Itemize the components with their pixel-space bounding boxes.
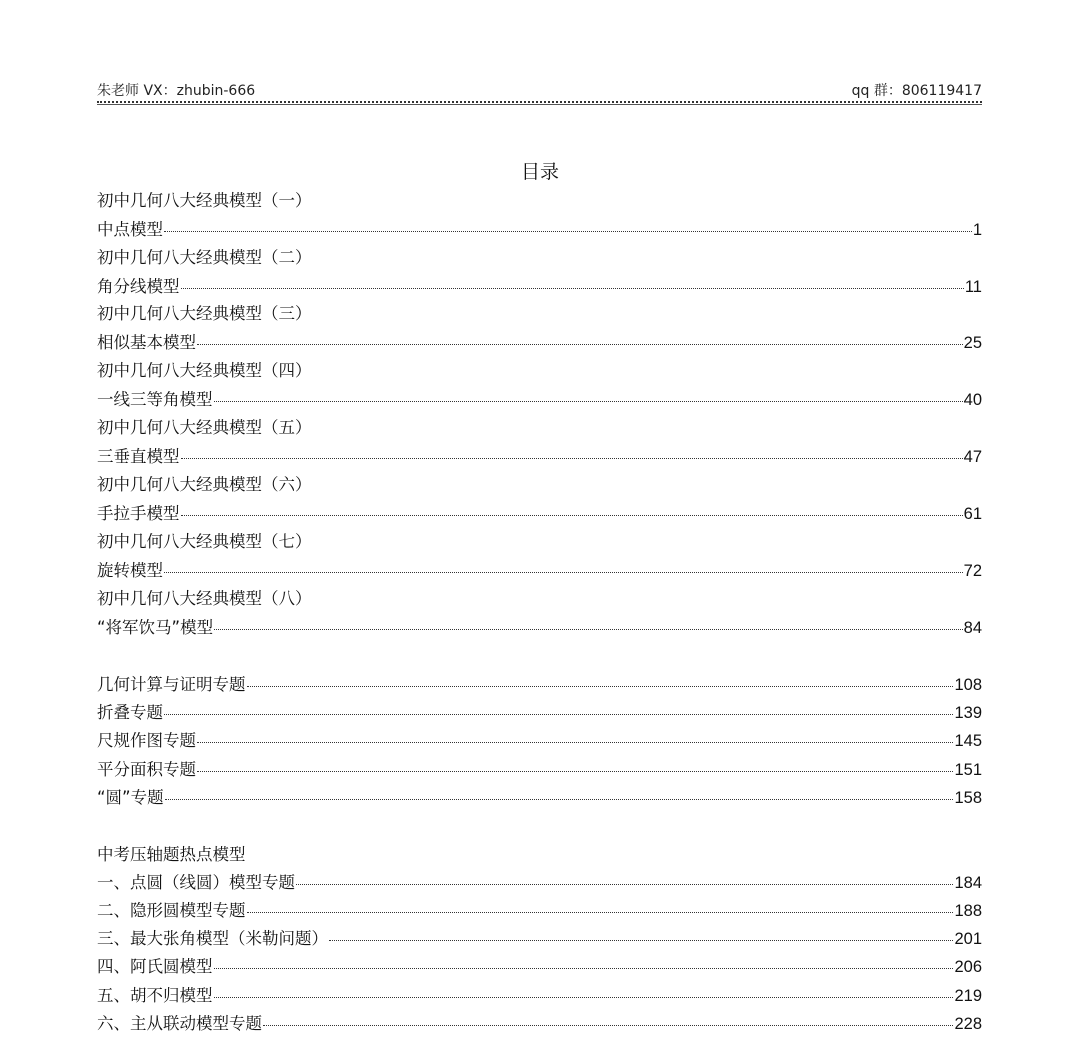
toc-entry-label[interactable]: 一、点圆（线圆）模型专题: [97, 873, 295, 892]
toc-entry-label[interactable]: 角分线模型: [97, 277, 180, 296]
toc-section-heading: [97, 842, 982, 868]
toc-entry-label[interactable]: 中点模型: [97, 220, 163, 239]
toc-leader-dots: [214, 629, 963, 630]
toc-heading-label: 初中几何八大经典模型（四）: [97, 361, 312, 380]
toc-entry-label[interactable]: 手拉手模型: [97, 504, 180, 523]
toc-entry[interactable]: [97, 217, 982, 243]
toc-page-number[interactable]: 40: [963, 391, 982, 409]
toc-group-heading: [97, 415, 982, 441]
toc-group-heading: [97, 358, 982, 384]
toc-page-number[interactable]: 206: [954, 958, 982, 976]
toc-heading-label: 初中几何八大经典模型（一）: [97, 191, 312, 210]
toc-leader-dots: [214, 401, 963, 402]
toc-entry[interactable]: [97, 785, 982, 811]
toc-leader-dots: [214, 968, 954, 969]
toc-entry[interactable]: [97, 1011, 982, 1037]
toc-heading-label: 初中几何八大经典模型（八）: [97, 589, 312, 608]
toc-page-number[interactable]: 219: [954, 987, 982, 1005]
page-header: [97, 80, 982, 102]
toc-heading-label: 初中几何八大经典模型（二）: [97, 248, 312, 267]
toc-entry[interactable]: [97, 615, 982, 641]
toc-page-number[interactable]: 139: [954, 704, 982, 722]
toc-page-number[interactable]: 11: [964, 278, 982, 296]
toc-page-number[interactable]: 25: [963, 334, 982, 352]
header-qq-group: qq 群：806119417: [851, 83, 982, 99]
toc-leader-dots: [197, 742, 953, 743]
toc-entry[interactable]: [97, 444, 982, 470]
toc-entry[interactable]: [97, 728, 982, 754]
toc-entry[interactable]: [97, 870, 982, 896]
header-wechat: VX：zhubin-666: [139, 83, 256, 99]
toc-page-number[interactable]: 188: [954, 902, 982, 920]
toc-entry-label[interactable]: 四、阿氏圆模型: [97, 957, 213, 976]
toc-leader-dots: [164, 714, 953, 715]
toc-entry[interactable]: [97, 700, 982, 726]
toc-entry[interactable]: [97, 954, 982, 980]
toc-page-number[interactable]: 201: [954, 930, 982, 948]
toc-title: 目录: [520, 161, 559, 183]
toc-entry[interactable]: [97, 898, 982, 924]
toc-page-number[interactable]: 108: [954, 676, 982, 694]
toc-entry-label[interactable]: 尺规作图专题: [97, 731, 196, 750]
toc-leader-dots: [181, 458, 963, 459]
toc-entry[interactable]: [97, 983, 982, 1009]
toc-leader-dots: [247, 686, 954, 687]
toc-entry-label[interactable]: 五、胡不归模型: [97, 986, 213, 1005]
toc-entry-label[interactable]: 几何计算与证明专题: [97, 675, 246, 694]
toc-leader-dots: [164, 572, 963, 573]
toc-entry[interactable]: [97, 501, 982, 527]
toc-entry[interactable]: [97, 558, 982, 584]
toc-page-number[interactable]: 84: [963, 619, 982, 637]
toc-leader-dots: [197, 344, 963, 345]
toc-heading-label: 中考压轴题热点模型: [97, 845, 246, 864]
toc-leader-dots: [329, 940, 953, 941]
toc-entry-label[interactable]: 三、最大张角模型（米勒问题）: [97, 929, 328, 948]
header-divider-solid: [97, 104, 982, 105]
toc-page-number[interactable]: 47: [963, 448, 982, 466]
toc-leader-dots: [247, 912, 954, 913]
toc-entry[interactable]: [97, 672, 982, 698]
toc-entry-label[interactable]: “将军饮马”模型: [97, 618, 214, 637]
toc-entry-label[interactable]: 平分面积专题: [97, 760, 196, 779]
header-teacher-contact: [97, 80, 255, 100]
toc-group-heading: [97, 301, 982, 327]
toc-page-number[interactable]: 72: [963, 562, 982, 580]
toc-heading-label: 初中几何八大经典模型（六）: [97, 475, 312, 494]
toc-group-heading: [97, 188, 982, 214]
toc-page-number[interactable]: 1: [972, 221, 982, 239]
toc-entry-label[interactable]: 二、隐形圆模型专题: [97, 901, 246, 920]
toc-page-number[interactable]: 61: [963, 505, 982, 523]
toc-page-number[interactable]: 228: [954, 1015, 982, 1033]
toc-leader-dots: [164, 231, 972, 232]
toc-entry-label[interactable]: 三垂直模型: [97, 447, 180, 466]
toc-heading-label: 初中几何八大经典模型（三）: [97, 304, 312, 323]
toc-leader-dots: [263, 1025, 953, 1026]
toc-group-heading: [97, 245, 982, 271]
toc-entry-label[interactable]: 六、主从联动模型专题: [97, 1014, 262, 1033]
toc-group-heading: [97, 529, 982, 555]
toc-page-number[interactable]: 158: [954, 789, 982, 807]
toc-page-number[interactable]: 184: [954, 874, 982, 892]
toc-leader-dots: [165, 799, 954, 800]
toc-entry-label[interactable]: 一线三等角模型: [97, 390, 213, 409]
toc-entry[interactable]: [97, 757, 982, 783]
toc-page-number[interactable]: 151: [954, 761, 982, 779]
toc-leader-dots: [181, 515, 963, 516]
toc-heading-label: 初中几何八大经典模型（五）: [97, 418, 312, 437]
toc-entry-label[interactable]: 相似基本模型: [97, 333, 196, 352]
toc-group-heading: [97, 472, 982, 498]
toc-entry[interactable]: [97, 926, 982, 952]
toc-entry-label[interactable]: “圆”专题: [97, 788, 164, 807]
toc-page-number[interactable]: 145: [954, 732, 982, 750]
toc-heading-label: 初中几何八大经典模型（七）: [97, 532, 312, 551]
toc-entry[interactable]: [97, 387, 982, 413]
toc-leader-dots: [181, 288, 964, 289]
toc-entry-label[interactable]: 旋转模型: [97, 561, 163, 580]
toc-entry[interactable]: [97, 330, 982, 356]
toc-entry[interactable]: [97, 274, 982, 300]
header-divider-dotted: [97, 101, 982, 103]
toc-entry-label[interactable]: 折叠专题: [97, 703, 163, 722]
toc-leader-dots: [214, 997, 954, 998]
header-teacher-name: 朱老师: [97, 83, 139, 99]
toc-group-heading: [97, 586, 982, 612]
toc-leader-dots: [197, 771, 953, 772]
toc-leader-dots: [296, 884, 953, 885]
